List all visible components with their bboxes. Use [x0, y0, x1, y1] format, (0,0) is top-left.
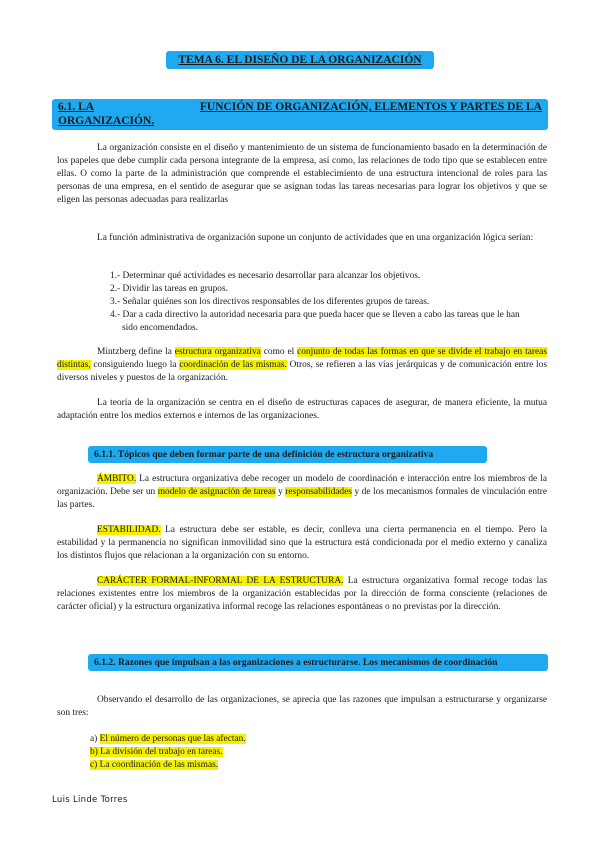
document-title: TEMA 6. EL DISEÑO DE LA ORGANIZACIÓN — [0, 54, 600, 66]
highlight: coordinación de las mismas. — [179, 359, 287, 370]
highlight: modelo de asignación de tareas — [157, 486, 276, 497]
steps-list — [110, 270, 535, 335]
section-title-line2: ORGANIZACIÓN. — [58, 115, 155, 127]
subsection-heading-6-1-2: 6.1.2. Razones que impulsan a las organizaciones a estructurarse. Los mecanismos de coordinación — [88, 654, 548, 671]
highlight: responsabilidades — [285, 486, 352, 497]
reasons-list — [90, 733, 390, 772]
list-item: 2.- Dividir las tareas en grupos. — [110, 283, 228, 294]
label-caracter: CARÁCTER FORMAL-INFORMAL DE LA ESTRUCTURA. — [97, 576, 344, 586]
list-item: a) El número de personas que las afectan. — [90, 734, 246, 744]
section-title-line1: FUNCIÓN DE ORGANIZACIÓN, ELEMENTOS Y PARTES DE LA — [199, 101, 542, 113]
list-item: b) La división del trabajo en tareas. — [90, 746, 223, 757]
list-item: 1.- Determinar qué actividades es necesario desarrollar para alcanzar los objetivos. — [110, 271, 421, 281]
list-item: 3.- Señalar quiénes son los directivos responsables de los diferentes grupos de tareas. — [110, 296, 430, 307]
footer-author: Luis Linde Torres — [52, 795, 128, 805]
label-ambito: ÁMBITO. — [97, 474, 137, 484]
paragraph-mintzberg: Mintzberg define la estructura organizativa como el conjunto de todas las formas en que se divide el trabajo en tareas distintas, consiguiendo luego la coordinación de las mismas. Otros, se refieren a las vías jerárquicas y de comunicación entre los diversos niveles y puestos de la organización. — [57, 347, 547, 383]
paragraph-estabilidad: ESTABILIDAD. La estructura debe ser estable, es decir, conlleva una cierta permanencia en el tiempo. Pero la estabilidad y la permanencia no significan inmovilidad sino que la estructura está condicionada por el medio externo y canaliza los distintos flujos que relacionan a la organización con su entorno. — [57, 525, 547, 561]
paragraph-ambito: ÁMBITO. La estructura organizativa debe recoger un modelo de coordinación e interacción entre los miembros de la organización. Debe ser un modelo de asignación de tareas y responsabilidades y de los mecanismos formales de vinculación entre las partes. — [57, 474, 547, 510]
paragraph-organizacion: La organización consiste en el diseño y mantenimiento de un sistema de funcionamiento basado en la determinación de los papeles que debe cumplir cada persona integrante de la empresa, así como, las relaciones de todo tipo que se establecen entre ellas. O como la parte de la administración que comprende el establecimiento de una estructura intencional de roles para las personas de una empresa, en el sentido de asegurar que se asignan todas las tareas necesarias para lograr los objetivos y que se eligen las personas adecuadas para realizarlas — [57, 143, 547, 205]
highlight: conjunto de todas las formas en que se divide el trabajo en tareas distintas, — [57, 347, 547, 370]
highlight: estructura organizativa — [174, 347, 261, 357]
paragraph-razones: Observando el desarrollo de las organizaciones, se aprecia que las razones que impulsan a estructurarse y organizarse son tres: — [57, 695, 547, 718]
label-estabilidad: ESTABILIDAD. — [97, 525, 161, 535]
list-item: c) La coordinación de las mismas. — [90, 759, 219, 770]
paragraph-caracter: CARÁCTER FORMAL-INFORMAL DE LA ESTRUCTURA. La estructura organizativa formal recoge todas las relaciones existentes entre los miembros de la organización establecidas por la dirección de forma consciente (relaciones de carácter oficial) y la estructura organizativa informal recoge las relaciones espontáneas o no previstas por la dirección. — [57, 576, 547, 612]
paragraph-teoria: La teoría de la organización se centra en el diseño de estructuras capaces de asegurar, de manera eficiente, la mutua adaptación entre los medios externos e internos de las organizaciones. — [57, 398, 547, 421]
subsection-heading-6-1-1: 6.1.1. Tópicos que deben formar parte de una definición de estructura organizativa — [88, 446, 487, 463]
paragraph-funcion-administrativa: La función administrativa de organización supone un conjunto de actividades que en una organización lógica serían: — [97, 233, 534, 243]
list-item: 4.- Dar a cada directivo la autoridad necesaria para que pueda hacer que se lleven a cabo las tareas que le han sido encomendados. — [110, 309, 520, 333]
section-heading-6-1 — [52, 99, 548, 130]
section-number: 6.1. LA — [58, 101, 95, 113]
